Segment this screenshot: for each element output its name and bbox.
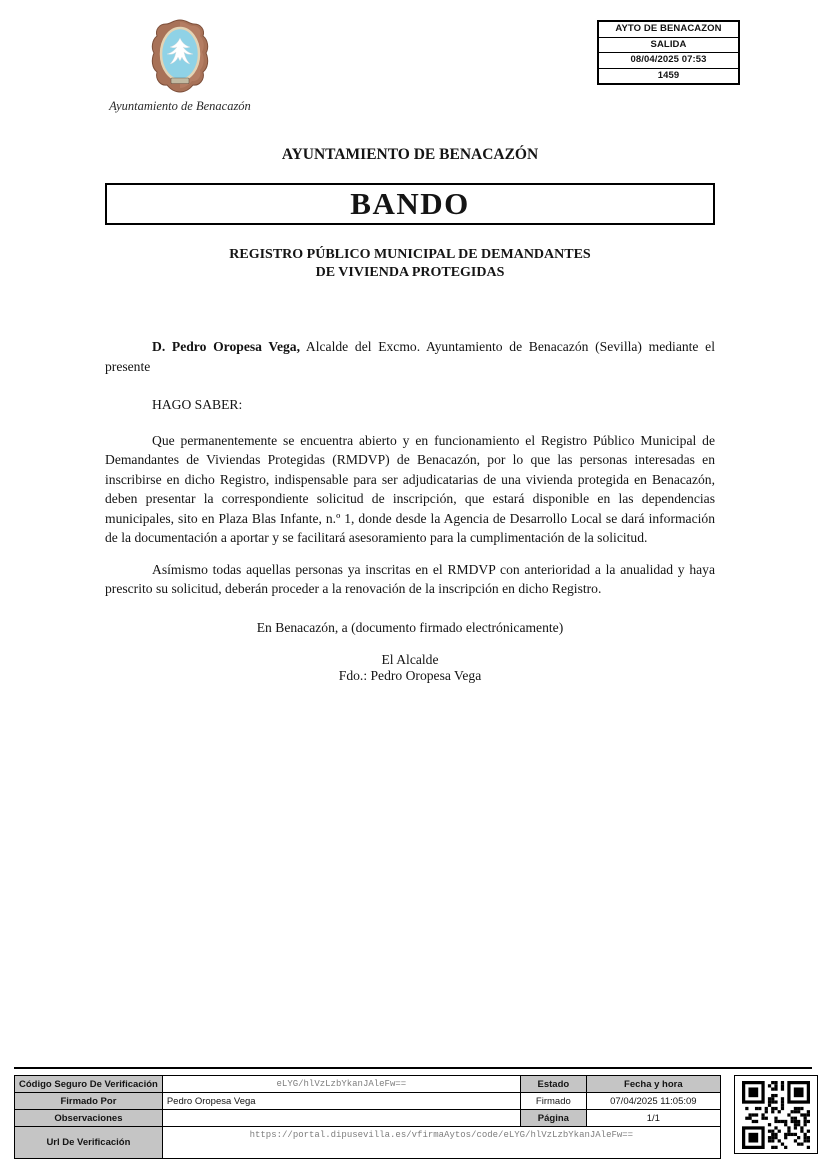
firmado-por-value: Pedro Oropesa Vega [162, 1093, 520, 1110]
intro-rest: Alcalde del Excmo. Ayuntamiento de Benacazón (Sevilla) mediante el presente [105, 339, 715, 374]
firmado-por-label: Firmado Por [15, 1093, 163, 1110]
registry-stamp [597, 20, 740, 85]
pagina-value: 1/1 [586, 1110, 720, 1127]
paragraph-2: Asímismo todas aquellas personas ya inscritas en el RMDVP con anterioridad a la anualidad y haya prescrito su solicitud, deberán proceder a la renovación de la inscripción en dicho Registro. [105, 561, 715, 596]
pagina-label: Página [520, 1110, 586, 1127]
place-date-line: En Benacazón, a (documento firmado electrónicamente) [256, 619, 564, 635]
stamp-register-type: SALIDA [599, 38, 738, 54]
table-row [15, 1076, 721, 1093]
footer-divider [14, 1067, 812, 1069]
stamp-datetime: 08/04/2025 07:53 [599, 53, 738, 69]
url-value: https://portal.dipusevilla.es/vfirmaAytos/code/eLYG/hlVzLzbYkanJAleFw== [162, 1127, 720, 1159]
stamp-entry-number: 1459 [657, 69, 680, 81]
fecha-value: 07/04/2025 11:05:09 [586, 1093, 720, 1110]
hago-saber-line: HAGO SABER: [152, 397, 243, 412]
qr-code [742, 1081, 810, 1149]
paragraph-1: Que permanentemente se encuentra abierto y en funcionamiento el Registro Público Municipal de Demandantes de Viviendas Protegidas (RMDVP) de Benacazón, por lo que las personas interesadas en inscribirse en dicho Registro, indispensable para ser adjudicatarias de una vivienda protegida en Benacazón, deben presentar la correspondiente solicitud de inscripción, que estará disponible en las dependencias municipales, sito en Plaza Blas Infante, n.º 1, donde desde la Agencia de Desarrollo Local se dará información de la documentación a aportar y se facilitará asesoramiento para la cumplimentación de la solicitud. [105, 432, 715, 545]
coat-of-arms-icon [149, 18, 211, 94]
observaciones-value [162, 1110, 520, 1127]
estado-label: Estado [520, 1076, 586, 1093]
logo-caption: Ayuntamiento de Benacazón [109, 99, 251, 113]
subject-line-1: REGISTRO PÚBLICO MUNICIPAL DE DEMANDANTES [229, 247, 591, 262]
verification-table [14, 1075, 721, 1159]
observaciones-label: Observaciones [15, 1110, 163, 1127]
table-row [15, 1093, 721, 1110]
table-row [15, 1127, 721, 1159]
estado-value: Firmado [520, 1093, 586, 1110]
organization-title: AYUNTAMIENTO DE BENACAZÓN [281, 146, 539, 163]
document-type-title: BANDO [350, 186, 470, 221]
subject-line-2: DE VIVIENDA PROTEGIDAS [315, 264, 505, 280]
qr-code-box [734, 1075, 818, 1154]
signer-name-bold: D. Pedro Oropesa Vega, [152, 339, 300, 354]
csv-value: eLYG/hlVzLzbYkanJAleFw== [162, 1076, 520, 1093]
intro-paragraph [105, 337, 715, 376]
url-label: Url De Verificación [15, 1127, 163, 1159]
stamp-organization: AYTO DE BENACAZON [599, 22, 738, 38]
signature-title: El Alcalde [381, 651, 439, 667]
document-content [0, 146, 826, 684]
municipal-logo [104, 18, 256, 114]
bando-title-box [105, 183, 715, 225]
document-subject [105, 246, 715, 281]
table-row [15, 1110, 721, 1127]
csv-label: Código Seguro De Verificación [15, 1076, 163, 1093]
fecha-label: Fecha y hora [586, 1076, 720, 1093]
signature-name: Fdo.: Pedro Oropesa Vega [338, 667, 482, 683]
